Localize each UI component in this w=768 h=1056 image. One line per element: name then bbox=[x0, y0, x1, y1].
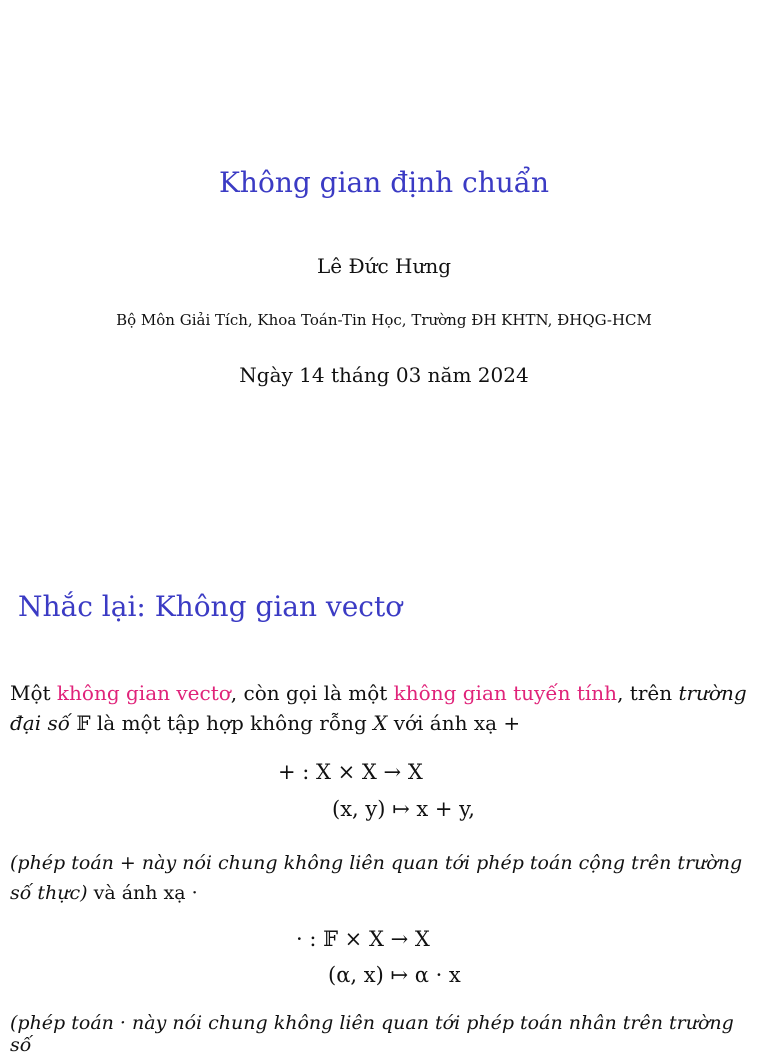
equation-scalar-rule: (α, x) ↦ α · x bbox=[328, 963, 461, 987]
text-run: Một bbox=[10, 681, 57, 705]
section-title: Nhắc lại: Không gian vectơ bbox=[18, 590, 403, 623]
text-run: 𝔽 là một tập hợp không rỗng bbox=[69, 711, 374, 735]
highlight-term-linear-space: không gian tuyến tính bbox=[393, 681, 618, 705]
definition-paragraph bbox=[10, 678, 755, 738]
text-run: , còn gọi là một bbox=[230, 681, 394, 705]
text-run: với ánh xạ + bbox=[387, 711, 521, 735]
highlight-term-vector-space: không gian vectơ bbox=[56, 681, 231, 705]
equation-addition-rule: (x, y) ↦ x + y, bbox=[332, 797, 475, 821]
page-title: Không gian định chuẩn bbox=[219, 166, 549, 199]
note-rest: và ánh xạ · bbox=[87, 882, 198, 904]
note-italic: (phép toán + này nói chung không liên quan tới phép toán cộng trên trường số thực) bbox=[10, 852, 743, 904]
math-symbol-X: X bbox=[373, 711, 388, 735]
author-name: Lê Đức Hưng bbox=[316, 254, 452, 278]
text-run: , trên bbox=[617, 681, 679, 705]
affiliation: Bộ Môn Giải Tích, Khoa Toán-Tin Học, Trường ĐH KHTN, ĐHQG-HCM bbox=[116, 311, 652, 329]
note-multiplication: (phép toán · này nói chung không liên quan tới phép toán nhân trên trường số bbox=[10, 1012, 734, 1056]
date: Ngày 14 tháng 03 năm 2024 bbox=[239, 363, 529, 387]
equation-addition-map: + : X × X → X bbox=[278, 760, 423, 784]
equation-scalar-map: · : 𝔽 × X → X bbox=[296, 927, 430, 951]
note-addition bbox=[10, 848, 755, 908]
emphasis-field: trường đại số bbox=[10, 681, 747, 735]
